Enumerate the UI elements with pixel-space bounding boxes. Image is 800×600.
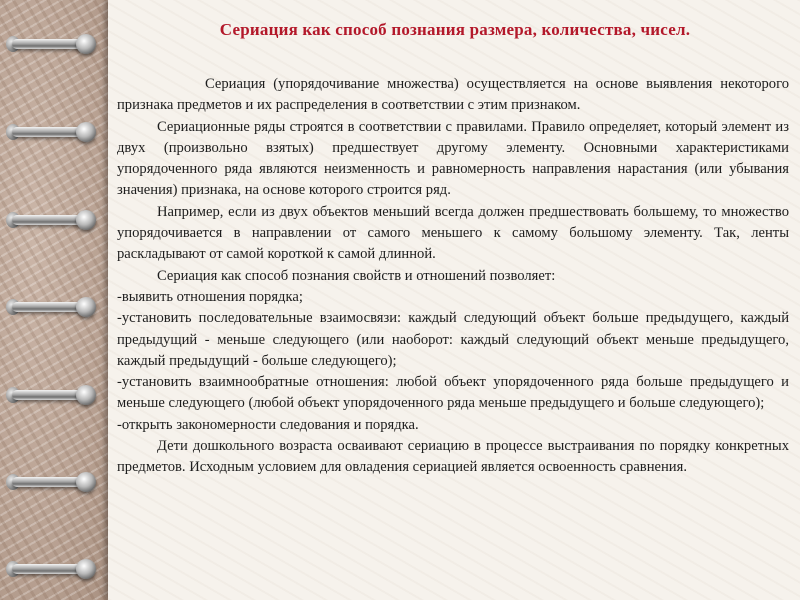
binding-ring bbox=[4, 384, 100, 406]
list-item: -открыть закономерности следования и порядка. bbox=[117, 416, 419, 433]
binding-ring bbox=[4, 296, 100, 318]
paragraph-allows: Сериация как способ познания свойств и отношений позволяет: bbox=[157, 267, 556, 284]
paragraph-rules: Сериационные ряды строятся в соответствии с правилами. Правило определяет, который элемент из двух (произвольно взятых) предшествует другому элементу. Основными характеристиками упорядоченного ряда являются неизменность и равномерность направления нарастания (или убывания значения) признака, на основе которого строится ряд. bbox=[117, 118, 789, 199]
list-item: -установить последовательные взаимосвязи: каждый следующий объект больше предыдущего, каждый предыдущий - меньше следующего (или наоборот: каждый следующий объект меньше предыдущего, каждый предыдущий - больше следующего); bbox=[117, 310, 789, 369]
paragraph-conclusion: Дети дошкольного возраста осваивают сериацию в процессе выстраивания по порядку конкретных предметов. Исходным условием для овладения сериацией является освоенность сравнения. bbox=[117, 438, 789, 476]
paragraph-definition: Сериация (упорядочивание множества) осуществляется на основе выявления некоторого признака предметов и их распределения в соответствии с этим признаком. bbox=[117, 76, 789, 114]
binding-ring bbox=[4, 33, 100, 55]
binding-ring bbox=[4, 558, 100, 580]
list-item: -выявить отношения порядка; bbox=[117, 288, 303, 305]
list-item: -установить взаимнообратные отношения: любой объект упорядоченного ряда больше предыдущего и меньше следующего (любой объект упорядоченного ряда меньше предыдущего и больше следующего); bbox=[117, 374, 789, 412]
binding-ring bbox=[4, 209, 100, 231]
body-text bbox=[117, 74, 789, 479]
slide-title: Сериация как способ познания размера, количества, чисел. bbox=[219, 20, 691, 39]
binding-ring bbox=[4, 121, 100, 143]
binding-ring bbox=[4, 471, 100, 493]
paragraph-example: Например, если из двух объектов меньший всегда должен предшествовать большему, то множество упорядочивается в направлении от самого меньшего к самому большому элементу. Так, ленты раскладывают от самой короткой к самой длинной. bbox=[117, 203, 789, 263]
